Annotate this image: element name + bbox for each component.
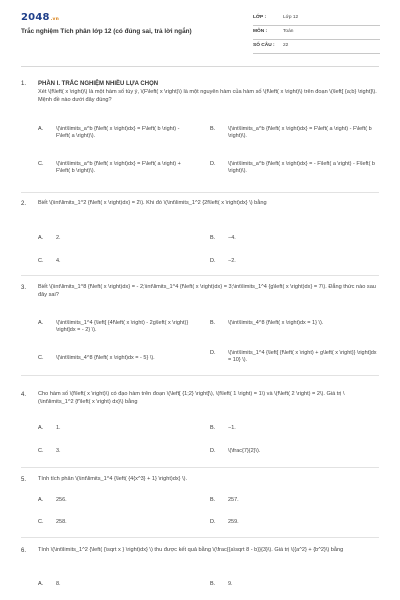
document-header	[0, 0, 400, 62]
question-text: Tính \(\int\limits_1^2 {\left( {\sqrt x } \right)dx} \) thu được kết quả bằng \(\frac{{a\sqrt 8 - b}}{3}\). Giá trị \({a^2} + {b^2}\) bằng	[38, 547, 344, 553]
option-c[interactable]	[38, 355, 203, 362]
option-d[interactable]	[210, 519, 378, 526]
option-b[interactable]	[210, 581, 378, 588]
option-c[interactable]	[38, 519, 188, 526]
option-c[interactable]	[38, 448, 188, 455]
question-4	[21, 391, 379, 406]
document-title: Trắc nghiệm Tích phân lớp 12 (có đúng sai, trả lời ngắn)	[21, 28, 192, 35]
option-text: −4.	[228, 235, 236, 241]
option-a[interactable]	[38, 425, 188, 432]
option-text: 9.	[228, 581, 233, 587]
question-number: 6.	[21, 548, 27, 554]
option-b[interactable]	[210, 126, 378, 141]
meta-value: Toán	[283, 29, 294, 34]
option-text: \(\frac{7}{2}\).	[228, 448, 261, 454]
option-text: 259.	[228, 519, 239, 525]
option-a[interactable]	[38, 126, 188, 141]
option-b[interactable]	[210, 497, 378, 504]
question-number: 5.	[21, 477, 27, 483]
option-letter: C.	[38, 448, 44, 454]
option-text: −2.	[228, 258, 236, 264]
option-a[interactable]	[38, 320, 203, 335]
option-text: 3.	[56, 448, 61, 454]
logo-suffix: .vn	[50, 17, 60, 22]
meta-value: 22	[283, 43, 289, 48]
header-divider	[21, 66, 379, 67]
option-text: \(\int\limits_1^4 {\left[ {4f\left( x \right) - 2g\left( x \right)} \right]dx = - 2} \).	[56, 320, 189, 334]
option-text: \(\int\limits_4^8 {f\left( x \right)dx = - 5} \).	[56, 355, 155, 361]
section-title: PHẦN I. TRẮC NGHIỆM NHIỀU LỰA CHỌN	[38, 81, 159, 87]
question-6	[21, 547, 379, 555]
question-separator	[21, 537, 379, 538]
logo-text: 2048	[21, 12, 50, 23]
question-5	[21, 476, 379, 484]
option-b[interactable]	[210, 320, 378, 327]
option-text: 1.	[56, 425, 61, 431]
meta-row-class	[253, 12, 380, 26]
option-letter: D.	[210, 448, 216, 454]
option-b[interactable]	[210, 235, 378, 242]
option-letter: D.	[210, 258, 216, 264]
option-text: 258.	[56, 519, 67, 525]
question-body	[38, 80, 379, 104]
meta-row-count	[253, 40, 380, 54]
option-text: 8.	[56, 581, 61, 587]
option-text: \(\int\limits_a^b {f\left( x \right)dx} = F\left( b \right) - F\left( a \right)\).	[56, 126, 180, 140]
option-letter: C.	[38, 355, 44, 361]
option-letter: B.	[210, 126, 216, 132]
meta-key: SỐ CÂU :	[253, 43, 275, 48]
option-letter: A.	[38, 581, 44, 587]
option-b[interactable]	[210, 425, 378, 432]
option-a[interactable]	[38, 235, 188, 242]
question-number: 2.	[21, 201, 27, 207]
option-d[interactable]	[210, 161, 378, 176]
option-letter: A.	[38, 497, 44, 503]
question-text: Biết \(\int\limits_1^8 {f\left( x \right)dx} = - 2;\int\limits_1^4 {f\left( x \right)dx} = 3;\int\limits_1^4 {g\left( x \right)dx} = 7\). Đẳng thức nào sau đây sai?	[38, 284, 376, 298]
question-number: 3.	[21, 285, 27, 291]
site-logo[interactable]	[21, 11, 59, 25]
option-letter: A.	[38, 126, 44, 132]
option-d[interactable]	[210, 258, 378, 265]
option-letter: D.	[210, 350, 216, 356]
option-text: \(\int\limits_a^b {f\left( x \right)dx} = F\left( a \right) + F\left( b \right)\).	[56, 161, 181, 175]
meta-value: Lớp 12	[283, 15, 299, 20]
option-letter: A.	[38, 425, 44, 431]
option-c[interactable]	[38, 258, 188, 265]
option-letter: D.	[210, 161, 216, 167]
question-separator	[21, 192, 379, 193]
option-c[interactable]	[38, 161, 188, 176]
meta-key: LỚP :	[253, 15, 267, 20]
option-letter: B.	[210, 235, 216, 241]
option-letter: B.	[210, 425, 216, 431]
option-letter: D.	[210, 519, 216, 525]
option-a[interactable]	[38, 581, 188, 588]
document-meta	[253, 12, 380, 54]
question-separator	[21, 467, 379, 468]
option-a[interactable]	[38, 497, 188, 504]
option-text: \(\int\limits_4^8 {f\left( x \right)dx = 1} \).	[228, 320, 324, 326]
meta-key: MÔN :	[253, 29, 268, 34]
option-d[interactable]	[210, 350, 378, 365]
question-number: 4.	[21, 392, 27, 398]
question-text: Xét \(f\left( x \right)\) là một hàm số tùy ý, \(F\left( x \right)\) là một nguyên hàm của hàm số \(f\left( x \right)\) trên đoạn \(\left[ {a;b} \right]\). Mệnh đề nào dưới đây đúng?	[38, 89, 377, 103]
question-text: Biết \(\int\limits_1^2 {f\left( x \right)dx} = 2\). Khi đó \(\int\limits_1^2 {2f\left( x \right)dx} \) bằng	[38, 200, 267, 206]
option-letter: B.	[210, 581, 216, 587]
option-text: \(\int\limits_1^4 {\left[ {f\left( x \right) + g\left( x \right)} \right]dx = 10} \).	[228, 350, 377, 364]
question-number: 1.	[21, 81, 27, 87]
option-letter: A.	[38, 235, 44, 241]
option-text: 256.	[56, 497, 67, 503]
question-separator	[21, 375, 379, 376]
option-letter: C.	[38, 519, 44, 525]
question-text: Cho hàm số \(f\left( x \right)\) có đạo hàm trên đoạn \(\left[ {1;2} \right]\), \(f\left( 1 \right) = 1\) và \(f\left( 2 \right) = 2\). Giá trị \(\int\limits_1^2 {f'\left( x \right) dx}\) bằng	[38, 391, 345, 405]
option-text: 2.	[56, 235, 61, 241]
question-2	[21, 200, 379, 208]
meta-row-subject	[253, 26, 380, 40]
option-d[interactable]	[210, 448, 378, 455]
option-text: 257.	[228, 497, 239, 503]
question-separator	[21, 275, 379, 276]
option-letter: C.	[38, 161, 44, 167]
question-1	[21, 80, 379, 104]
option-text: \(\int\limits_a^b {f\left( x \right)dx} = F\left( a \right) - F\left( b \right)\).	[228, 126, 372, 140]
option-text: \(\int\limits_a^b {f\left( x \right)dx} = - F\left( a \right) - F\left( b \right)\).	[228, 161, 375, 175]
question-3	[21, 284, 379, 299]
option-text: −1.	[228, 425, 236, 431]
option-letter: C.	[38, 258, 44, 264]
option-letter: B.	[210, 320, 216, 326]
option-letter: A.	[38, 320, 44, 326]
option-text: 4.	[56, 258, 61, 264]
question-text: Tính tích phân \(\int\limits_1^4 {\left( {4{x^3} + 1} \right)dx} \).	[38, 476, 188, 482]
option-letter: B.	[210, 497, 216, 503]
